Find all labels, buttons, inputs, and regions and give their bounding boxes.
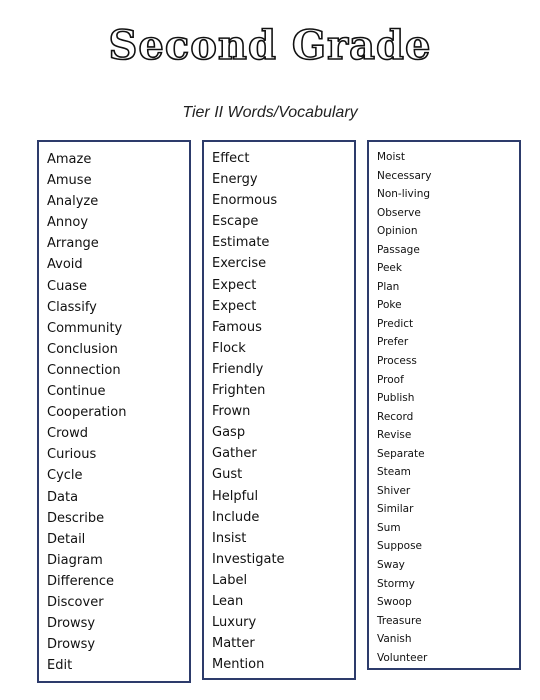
word-item: Similar xyxy=(377,503,414,516)
word-item: Arrange xyxy=(47,236,99,252)
word-item: Separate xyxy=(377,447,425,460)
word-item: Steam xyxy=(377,466,411,479)
word-item: Sway xyxy=(377,559,405,572)
word-item: Flock xyxy=(212,340,246,356)
word-item: Revise xyxy=(377,429,412,442)
word-item: Community xyxy=(47,320,123,336)
word-item: Estimate xyxy=(212,235,270,251)
word-item: Gust xyxy=(212,467,243,483)
page-subtitle: Tier II Words/Vocabulary xyxy=(182,104,358,121)
word-item: Insist xyxy=(212,530,247,546)
word-item: Cuase xyxy=(47,278,88,294)
word-item: Poke xyxy=(377,299,402,312)
word-item: Matter xyxy=(212,636,255,652)
word-item: Describe xyxy=(47,510,105,526)
word-item: Connection xyxy=(47,362,121,378)
word-item: Cooperation xyxy=(47,405,127,421)
word-item: Investigate xyxy=(212,551,285,567)
word-item: Treasure xyxy=(377,614,422,627)
word-item: Peek xyxy=(377,262,402,275)
word-item: Analyze xyxy=(47,194,99,210)
word-item: Curious xyxy=(47,447,97,463)
word-item: Proof xyxy=(377,373,404,386)
word-item: Discover xyxy=(47,594,104,610)
page-title: Second Grade xyxy=(108,22,432,69)
word-item: Friendly xyxy=(212,361,264,377)
word-list-2 xyxy=(212,148,354,675)
word-item: Escape xyxy=(212,214,259,230)
word-item: Luxury xyxy=(212,615,257,631)
word-item: Predict xyxy=(377,317,414,330)
word-item: Volunteer xyxy=(377,651,428,664)
word-item: Crowd xyxy=(47,426,88,442)
word-item: Frighten xyxy=(212,383,266,399)
word-item: Plan xyxy=(377,280,400,293)
word-item: Necessary xyxy=(377,169,432,182)
word-item: Avoid xyxy=(47,257,83,273)
word-item: Stormy xyxy=(377,577,415,590)
word-item: Data xyxy=(47,489,79,505)
word-item: Classify xyxy=(47,299,97,315)
word-item: Expect xyxy=(212,298,257,314)
word-item: Opinion xyxy=(377,225,418,238)
word-item: Moist xyxy=(377,151,405,163)
word-item: Shiver xyxy=(377,484,411,497)
word-item: Mention xyxy=(212,657,265,673)
word-item: Effect xyxy=(212,151,250,166)
word-item: Amuse xyxy=(47,173,92,189)
word-item: Diagram xyxy=(47,552,103,568)
word-item: Suppose xyxy=(377,540,423,553)
word-item: Amaze xyxy=(47,152,92,167)
word-item: Drowsy xyxy=(47,637,96,653)
word-item: Non-living xyxy=(377,188,431,201)
word-item: Drowsy xyxy=(47,616,96,632)
word-item: Difference xyxy=(47,573,115,589)
word-item: Swoop xyxy=(377,596,412,609)
word-item: Detail xyxy=(47,531,86,547)
word-item: Enormous xyxy=(212,193,278,209)
word-item: Frown xyxy=(212,404,251,420)
word-list-3 xyxy=(377,148,519,667)
word-item: Helpful xyxy=(212,488,259,504)
word-item: Continue xyxy=(47,384,106,400)
word-item: Expect xyxy=(212,277,257,293)
word-item: Record xyxy=(377,410,414,423)
word-item: Prefer xyxy=(377,336,409,349)
word-item: Conclusion xyxy=(47,341,118,357)
word-item: Famous xyxy=(212,319,262,335)
word-item: Energy xyxy=(212,172,258,188)
word-column-1 xyxy=(37,140,191,683)
word-item: Annoy xyxy=(47,215,89,231)
word-item: Label xyxy=(212,572,248,588)
word-item: Gasp xyxy=(212,425,246,441)
word-item: Include xyxy=(212,509,260,525)
word-column-3 xyxy=(367,140,521,670)
word-item: Gather xyxy=(212,446,257,462)
word-item: Cycle xyxy=(47,468,83,484)
word-item: Lean xyxy=(212,593,244,609)
word-item: Passage xyxy=(377,243,420,256)
word-column-2 xyxy=(202,140,356,680)
word-item: Publish xyxy=(377,392,415,405)
word-item: Observe xyxy=(377,206,421,219)
word-item: Vanish xyxy=(377,633,412,646)
word-item: Edit xyxy=(47,658,73,674)
word-list-1 xyxy=(47,149,189,676)
word-item: Sum xyxy=(377,521,401,534)
word-item: Exercise xyxy=(212,256,267,272)
word-item: Process xyxy=(377,355,417,368)
